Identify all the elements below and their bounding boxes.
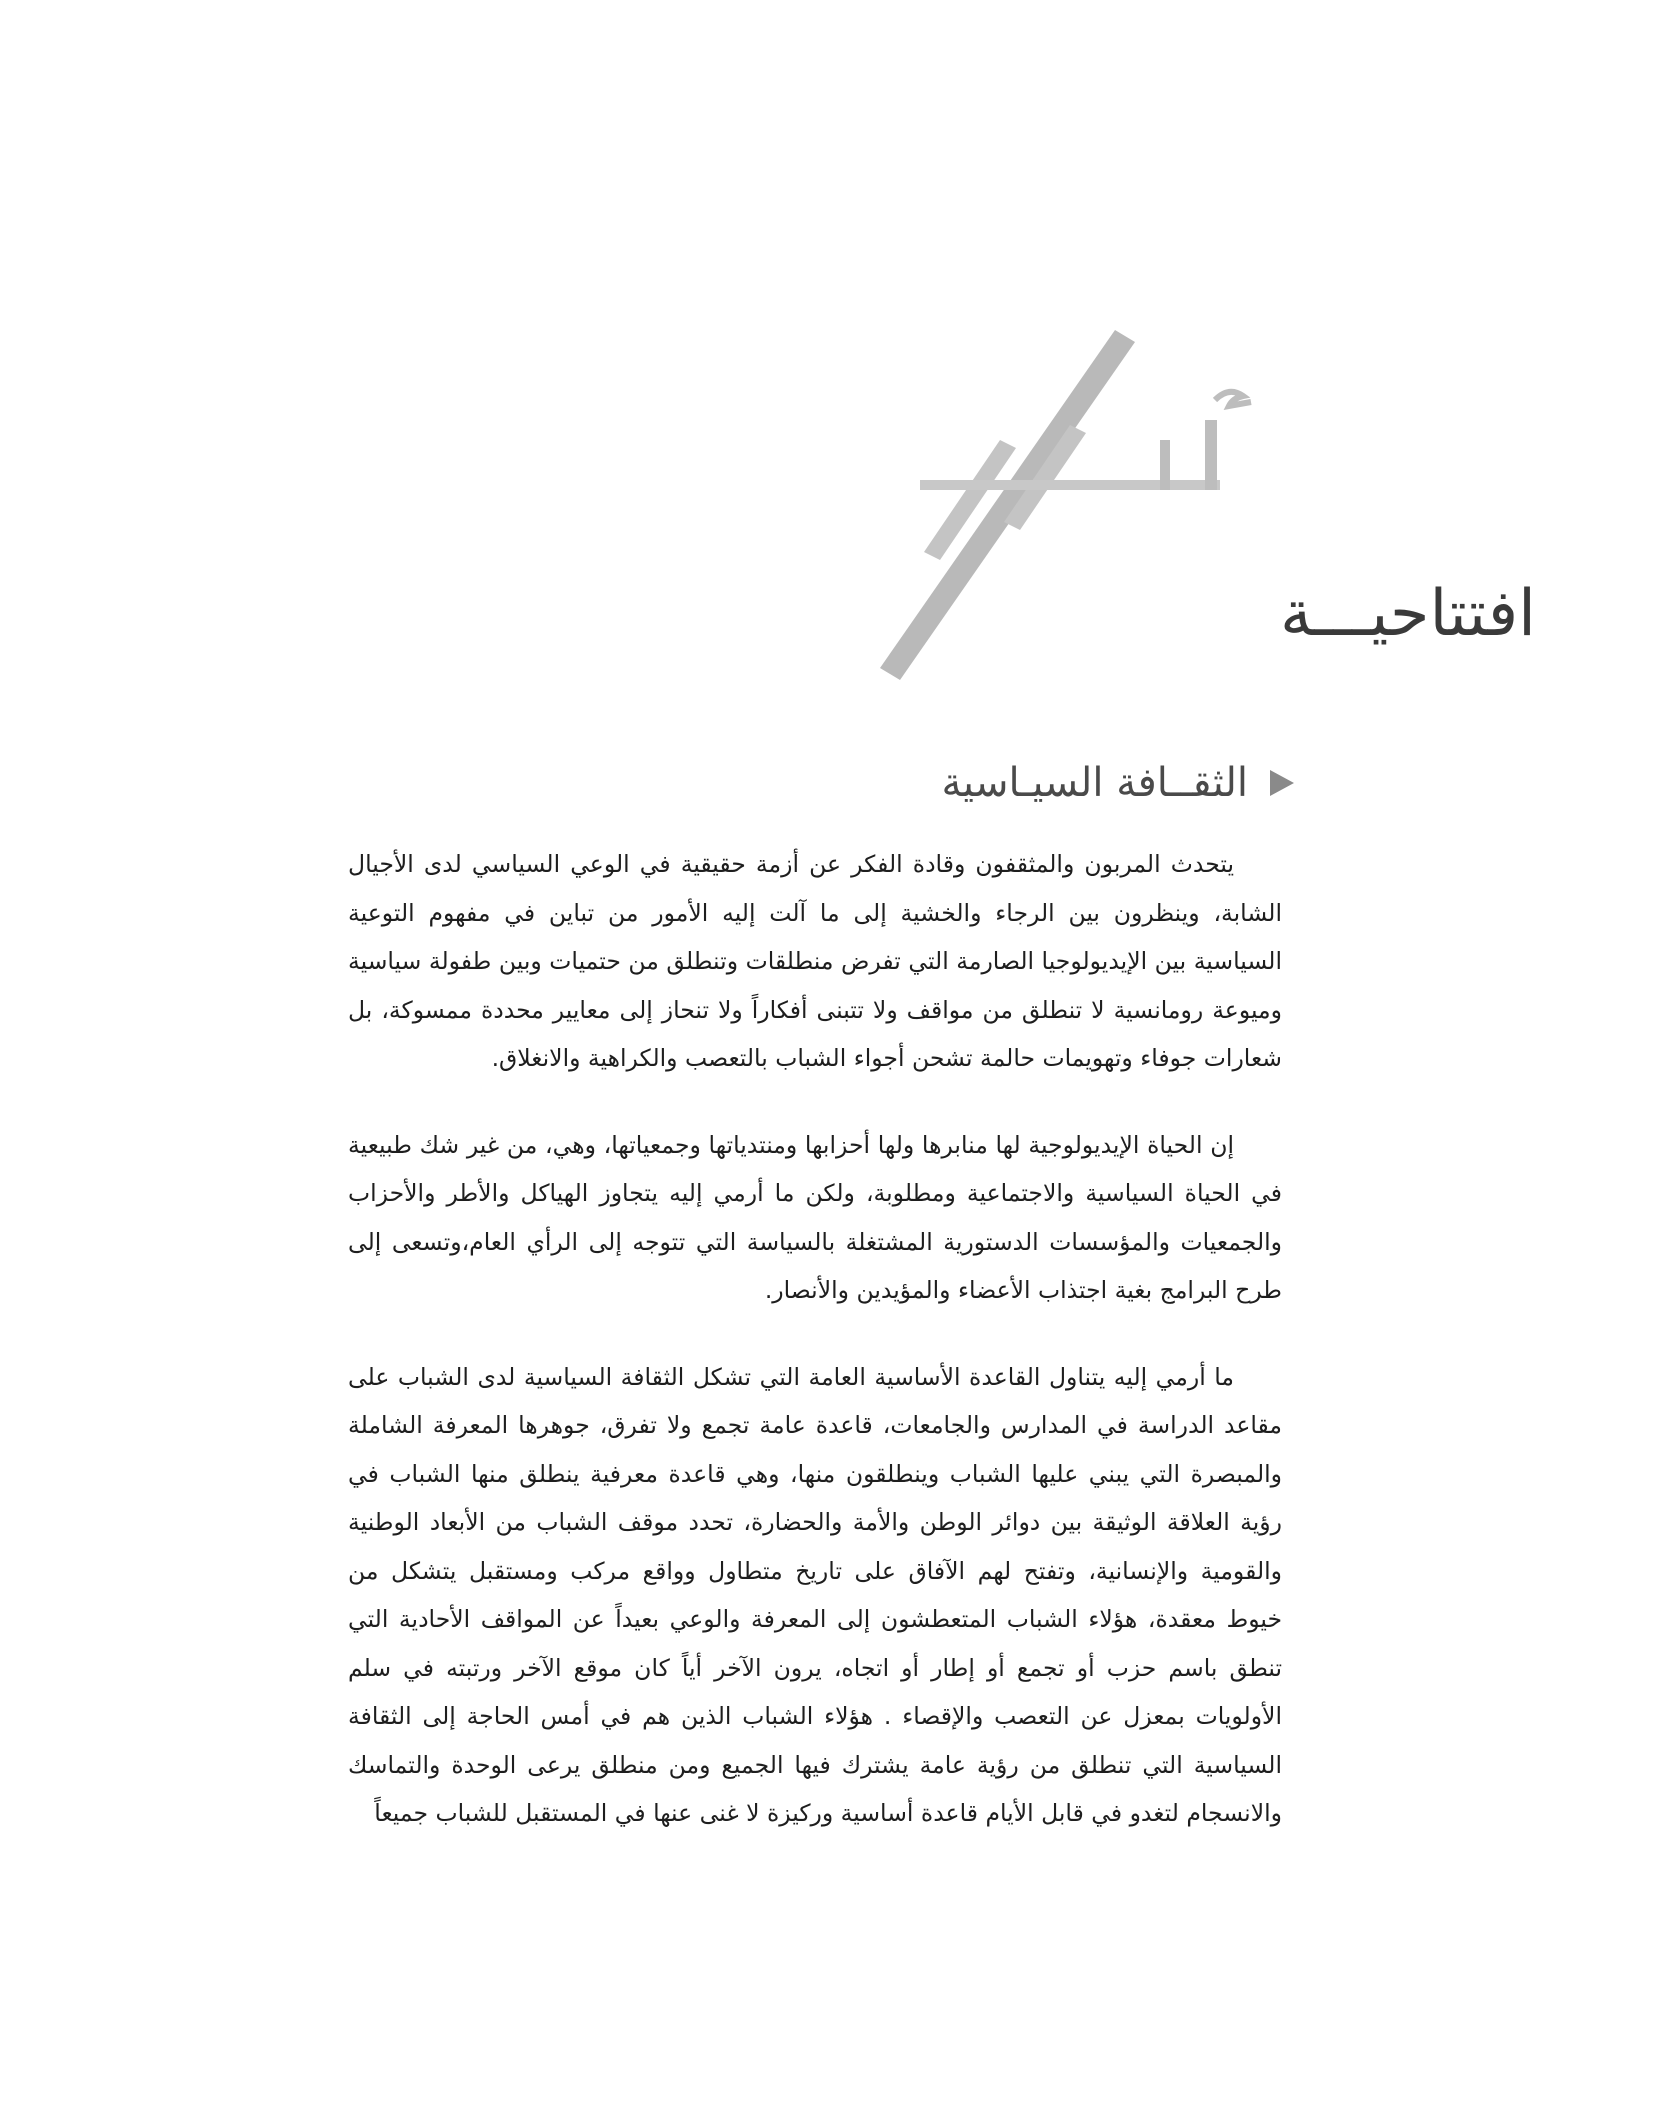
logo-vertical-stroke-2 [1160,440,1170,490]
logo-word: أفكار [1110,400,1113,401]
article-body [348,840,1282,1876]
triangle-left-icon [1270,770,1294,796]
paragraph-1: يتحدث المربون والمثقفون وقادة الفكر عن أزمة حقيقية في الوعي السياسي لدى الأجيال الشابة، وينظرون بين الرجاء والخشية إلى ما آلت إليه الأمور من تباين في مفهوم التوعية السياسية بين الإيديولوجيا الصارمة التي تفرض منطلقات وتنطلق من حتميات وبين طفولة سياسية وميوعة رومانسية لا تنطلق من مواقف ولا تتبنى أفكاراً ولا تنحاز إلى معايير محددة ممسوكة، بل شعارات جوفاء وتهويمات حالمة تشحن أجواء الشباب بالتعصب والكراهية والانغلاق. [348,850,1282,1072]
afkar-logo [880,330,1536,700]
paragraph-3: ما أرمي إليه يتناول القاعدة الأساسية العامة التي تشكل الثقافة السياسية لدى الشباب على مقاعد الدراسة في المدارس والجامعات، قاعدة عامة تجمع ولا تفرق، جوهرها المعرفة الشاملة والمبصرة التي يبني عليها الشباب وينطلقون منها، وهي قاعدة معرفية ينطلق منها الشباب في رؤية العلاقة الوثيقة بين دوائر الوطن والأمة والحضارة، تحدد موقف الشباب من الأبعاد الوطنية والقومية والإنسانية، وتفتح لهم الآفاق على تاريخ متطاول وواقع مركب ومستقبل يتشكل من خيوط معقدة، هؤلاء الشباب المتعطشون إلى المعرفة والوعي بعيداً عن المواقف الأحادية التي تنطق باسم حزب أو تجمع أو إطار أو اتجاه، يرون الآخر أياً كان موقع الآخر ورتبته في سلم الأولويات بمعزل عن التعصب والإقصاء . هؤلاء الشباب الذين هم في أمس الحاجة إلى الثقافة السياسية التي تنطلق من رؤية عامة يشترك فيها الجميع ومن منطلق يرعى الوحدة والتماسك والانسجام لتغدو في قابل الأيام قاعدة أساسية وركيزة لا غنى عنها في المستقبل للشباب جميعاً [348,1362,1282,1827]
logo-hamza-mark [1215,392,1251,406]
logo-diagonal-stroke [880,330,1135,680]
section-title: الثقــافة السيـاسية [941,760,1248,806]
logo-horizontal-bar [920,480,1220,490]
logo-vertical-stroke-1 [1205,420,1217,490]
paragraph-2: إن الحياة الإيديولوجية لها منابرها ولها أحزابها ومنتدياتها وجمعياتها، وهي، من غير شك طبيعية في الحياة السياسية والاجتماعية ومطلوبة، ولكن ما أرمي إليه يتجاوز الهياكل والأطر والأحزاب والجمعيات والمؤسسات الدستورية المشتغلة بالسياسة التي تتوجه إلى الرأي العام،وتسعى إلى طرح البرامج بغية اجتذاب الأعضاء والمؤيدين والأنصار. [348,1130,1282,1304]
masthead [880,330,1536,700]
section-heading [941,760,1294,806]
masthead-subtitle: افتتاحيـــة [1280,577,1536,651]
